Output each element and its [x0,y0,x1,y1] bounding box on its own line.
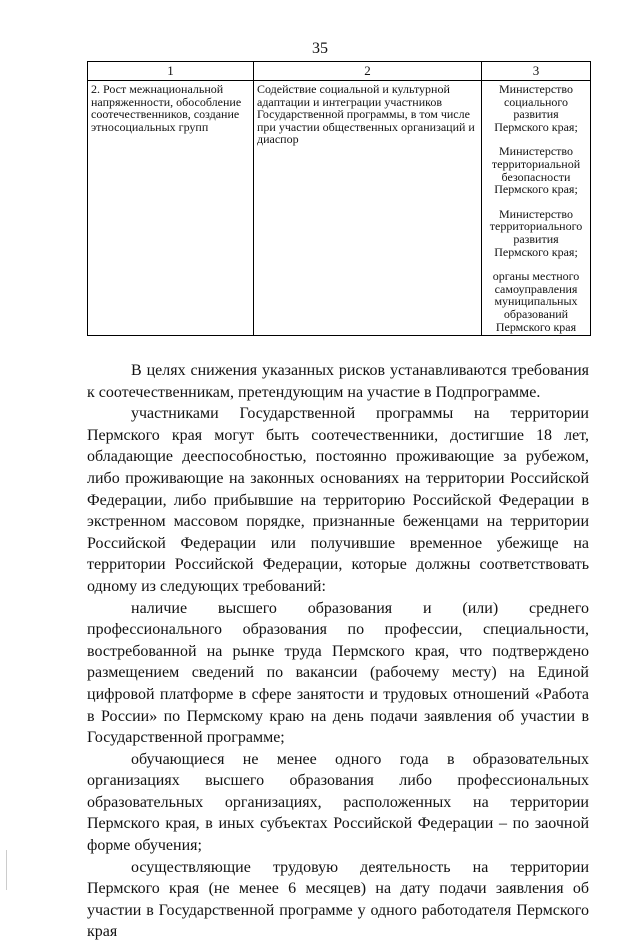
table-header-row [88,62,591,81]
paragraph: участниками Государственной программы на территории Пермского края могут быть соотечественники, достигшие 18 лет, обладающие дееспособностью, постоянно проживающие за рубежом, либо проживающие на законных основаниях на территории Российской Федерации, либо прибывшие на территорию Российской Федерации в экстренном массовом порядке, признанные беженцами на территории Российской Федерации или получившие временное убежище на территории Российской Федерации, которые должны соответствовать одному из следующих требований: [87,405,589,595]
responsible-item: Министерство социального развития Пермского края; [494,82,578,134]
table-row [88,81,591,336]
responsible-cell [482,81,591,336]
measure-cell: Содействие социальной и культурной адаптации и интеграции участников Государственной программы, в том числе при участии общественных организаций и диаспор [254,81,482,336]
column-header-3: 3 [482,62,591,81]
risk-table [87,61,591,336]
responsible-item: Министерство территориального развития Пермского края; [489,206,583,259]
scan-edge-line [6,850,7,890]
paragraph: наличие высшего образования и (или) среднего профессионального образования по профессии, специальности, востребованной на рынке труда Пермского края, что подтверждено размещением сведений по вакансии (рабочему месту) на Единой цифровой платформе в сфере занятости и трудовых отношений «Работа в России» по Пермскому краю на день подачи заявления об участии в Государственной программе; [87,599,589,747]
responsible-item: Министерство территориальной безопасности Пермского края; [491,144,581,197]
risk-cell: 2. Рост межнациональной напряженности, обособление соотечественников, создание этносоциальных групп [88,81,254,336]
body-text [87,360,589,943]
page-number: 35 [312,40,328,57]
paragraph: обучающиеся не менее одного года в образовательных организациях высшего образования либо профессиональных образовательных организациях, расположенных на территории Пермского края, в иных субъектах Российской Федерации – по заочной форме обучения; [87,750,589,855]
column-header-1: 1 [88,62,254,81]
responsible-item: органы местного самоуправления муниципальных образований Пермского края [492,269,580,334]
column-header-2: 2 [254,62,482,81]
paragraph: В целях снижения указанных рисков устанавливаются требования к соотечественникам, претендующим на участие в Подпрограмме. [87,362,589,401]
paragraph: осуществляющие трудовую деятельность на территории Пермского края (не менее 6 месяцев) на дату подачи заявления об участии в Государственной программе у одного работодателя Пермского края [87,858,589,941]
